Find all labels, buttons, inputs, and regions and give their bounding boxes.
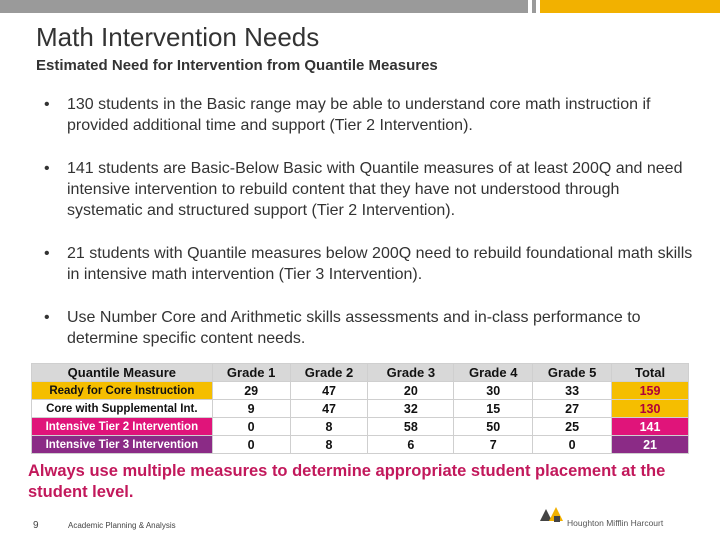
bullet-text: 130 students in the Basic range may be able to understand core math instruction if provided additional time and support (Tier 2 Intervention). xyxy=(67,96,651,134)
bullet-text: Use Number Core and Arithmetic skills assessments and in-class performance to determine specific content needs. xyxy=(67,309,641,347)
bullet-dot: • xyxy=(44,160,50,177)
cell-value: 27 xyxy=(533,400,612,418)
header-grade-4: Grade 4 xyxy=(454,364,533,382)
table-row xyxy=(32,418,689,436)
slide-subtitle: Estimated Need for Intervention from Quantile Measures xyxy=(36,57,438,74)
table-header-row xyxy=(32,364,689,382)
cell-value: 0 xyxy=(533,436,612,454)
header-grade-5: Grade 5 xyxy=(533,364,612,382)
bullet-dot: • xyxy=(44,309,50,326)
bullet-text: 141 students are Basic-Below Basic with Quantile measures of at least 200Q and need intensive intervention to rebuild content that they have not understood through systematic and structured support (Tier 2 Intervention). xyxy=(67,160,683,219)
cell-total: 159 xyxy=(612,382,689,400)
cell-total: 21 xyxy=(612,436,689,454)
row-label: Intensive Tier 3 Intervention xyxy=(32,436,213,454)
cell-value: 8 xyxy=(290,436,368,454)
callout-text: Always use multiple measures to determine appropriate student placement at the student level. xyxy=(28,462,666,501)
logo-wordmark: Houghton Mifflin Harcourt xyxy=(567,518,664,528)
bullet-list xyxy=(44,94,694,371)
row-label: Intensive Tier 2 Intervention xyxy=(32,418,213,436)
top-bar-gray xyxy=(0,0,528,13)
table-row xyxy=(32,400,689,418)
cell-value: 33 xyxy=(533,382,612,400)
cell-value: 8 xyxy=(290,418,368,436)
header-total: Total xyxy=(612,364,689,382)
cell-value: 50 xyxy=(454,418,533,436)
cell-value: 7 xyxy=(454,436,533,454)
table-row xyxy=(32,382,689,400)
quantile-table xyxy=(31,363,689,454)
cell-value: 32 xyxy=(368,400,454,418)
bullet-item xyxy=(44,94,694,136)
header-grade-3: Grade 3 xyxy=(368,364,454,382)
row-label: Ready for Core Instruction xyxy=(32,382,213,400)
bullet-dot: • xyxy=(44,245,50,262)
bullet-item xyxy=(44,307,694,349)
bullet-item xyxy=(44,243,694,285)
cell-value: 20 xyxy=(368,382,454,400)
bullet-item xyxy=(44,158,694,221)
table-row xyxy=(32,436,689,454)
cell-value: 15 xyxy=(454,400,533,418)
cell-value: 47 xyxy=(290,382,368,400)
cell-value: 0 xyxy=(212,418,290,436)
cell-value: 47 xyxy=(290,400,368,418)
cell-value: 25 xyxy=(533,418,612,436)
bullet-text: 21 students with Quantile measures below 200Q need to rebuild foundational math skills in intensive math intervention (Tier 3 Intervention). xyxy=(67,245,693,283)
header-quantile-measure: Quantile Measure xyxy=(32,364,213,382)
cell-value: 0 xyxy=(212,436,290,454)
bullet-dot: • xyxy=(44,96,50,113)
cell-value: 29 xyxy=(212,382,290,400)
cell-value: 30 xyxy=(454,382,533,400)
cell-value: 6 xyxy=(368,436,454,454)
cell-total: 130 xyxy=(612,400,689,418)
top-bar-gold xyxy=(540,0,720,13)
cell-value: 58 xyxy=(368,418,454,436)
cell-total: 141 xyxy=(612,418,689,436)
top-bar-gray-segment xyxy=(532,0,536,13)
header-grade-2: Grade 2 xyxy=(290,364,368,382)
header-grade-1: Grade 1 xyxy=(212,364,290,382)
page-number: 9 xyxy=(33,520,39,531)
row-label: Core with Supplemental Int. xyxy=(32,400,213,418)
footer-text: Academic Planning & Analysis xyxy=(68,521,176,530)
cell-value: 9 xyxy=(212,400,290,418)
slide-title: Math Intervention Needs xyxy=(36,22,320,52)
